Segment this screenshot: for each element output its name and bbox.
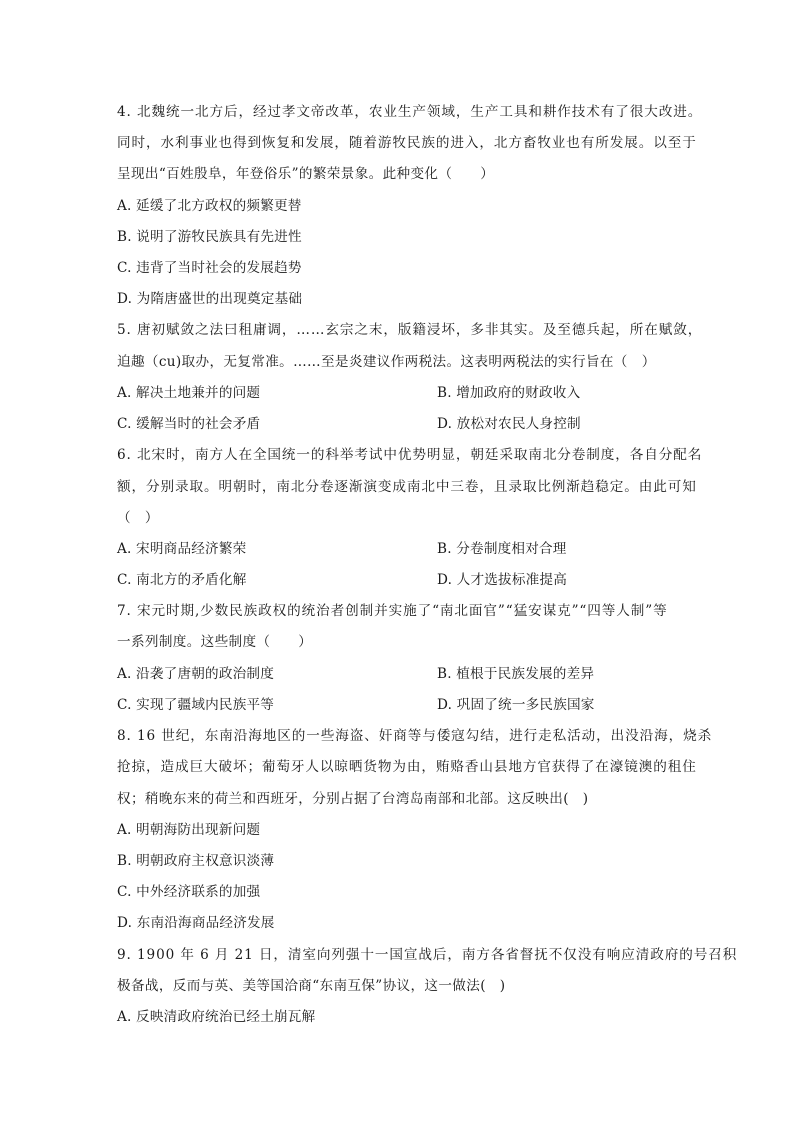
q4-stem-line-1: 4. 北魏统一北方后，经过孝文帝改革，农业生产领域，生产工具和耕作技术有了很大改进。	[117, 104, 703, 120]
q6-option-c[interactable]: C. 南北方的矛盾化解	[117, 572, 247, 588]
q6-option-b[interactable]: B. 分卷制度相对合理	[437, 541, 567, 557]
q4-option-b[interactable]: B. 说明了游牧民族具有先进性	[117, 229, 302, 245]
q4-option-a[interactable]: A. 延缓了北方政权的频繁更替	[117, 198, 302, 214]
q5-option-c[interactable]: C. 缓解当时的社会矛盾	[117, 416, 261, 432]
q8-stem-line-3: 权；稍晚东来的荷兰和西班牙，分别占据了台湾岛南部和北部。这反映出( )	[117, 791, 589, 807]
q6-stem-line-3: （ ）	[117, 510, 159, 526]
q5-option-a[interactable]: A. 解决土地兼并的问题	[117, 385, 261, 401]
q6-option-a[interactable]: A. 宋明商品经济繁荣	[117, 541, 247, 557]
q8-option-b[interactable]: B. 明朝政府主权意识淡薄	[117, 853, 275, 869]
q7-option-c[interactable]: C. 实现了疆域内民族平等	[117, 697, 275, 713]
q8-stem-line-1: 8. 16 世纪，东南沿海地区的一些海盗、奸商等与倭寇勾结，进行走私活动，出没沿海，烧杀	[117, 728, 713, 744]
q9-stem-line-2: 极备战，反而与英、美等国洽商“东南互保”协议，这一做法( )	[117, 978, 506, 994]
q7-option-d[interactable]: D. 巩固了统一多民族国家	[437, 697, 595, 713]
q8-option-d[interactable]: D. 东南沿海商品经济发展	[117, 915, 275, 931]
q9-stem-line-1: 9. 1900 年 6 月 21 日，清室向列强十一国宣战后，南方各省督抚不仅没有响应清政府的号召积	[117, 947, 738, 963]
q5-option-b[interactable]: B. 增加政府的财政收入	[437, 385, 581, 401]
q6-stem-line-1: 6. 北宋时，南方人在全国统一的科举考试中优势明显，朝廷采取南北分卷制度，各自分配名	[117, 447, 703, 463]
q7-option-a[interactable]: A. 沿袭了唐朝的政治制度	[117, 666, 274, 682]
q6-stem-line-2: 额，分别录取。明朝时，南北分卷逐渐演变成南北中三卷，且录取比例渐趋稳定。由此可知	[117, 479, 697, 495]
q5-stem-line-2: 迫趣（cu)取办，无复常准。……至是炎建议作两税法。这表明两税法的实行旨在（ ）	[117, 354, 656, 370]
q4-option-c[interactable]: C. 违背了当时社会的发展趋势	[117, 260, 302, 276]
q8-option-a[interactable]: A. 明朝海防出现新问题	[117, 822, 261, 838]
q4-stem-line-3: 呈现出“百姓殷阜，年登俗乐”的繁荣景象。此种变化（ ）	[117, 166, 495, 182]
q8-stem-line-2: 抢掠，造成巨大破坏；葡萄牙人以晾晒货物为由，贿赂香山县地方官获得了在濠镜澳的租住	[117, 759, 697, 775]
q6-option-d[interactable]: D. 人才选拔标准提高	[437, 572, 568, 588]
q7-stem-line-2: 一系列制度。这些制度（ ）	[117, 634, 313, 650]
q4-stem-line-2: 同时，水利事业也得到恢复和发展，随着游牧民族的进入，北方畜牧业也有所发展。以至于	[117, 135, 697, 151]
q5-stem-line-1: 5. 唐初赋敛之法曰租庸调，……玄宗之末，版籍浸坏，多非其实。及至德兵起，所在赋敛，	[117, 322, 703, 338]
q7-stem-line-1: 7. 宋元时期,少数民族政权的统治者创制并实施了“南北面官”“猛安谋克”“四等人制”等	[117, 603, 668, 619]
q4-option-d[interactable]: D. 为隋唐盛世的出现奠定基础	[117, 291, 303, 307]
q5-option-d[interactable]: D. 放松对农民人身控制	[437, 416, 581, 432]
q9-option-a[interactable]: A. 反映清政府统治已经土崩瓦解	[117, 1009, 316, 1025]
q7-option-b[interactable]: B. 植根于民族发展的差异	[437, 666, 595, 682]
q8-option-c[interactable]: C. 中外经济联系的加强	[117, 884, 261, 900]
